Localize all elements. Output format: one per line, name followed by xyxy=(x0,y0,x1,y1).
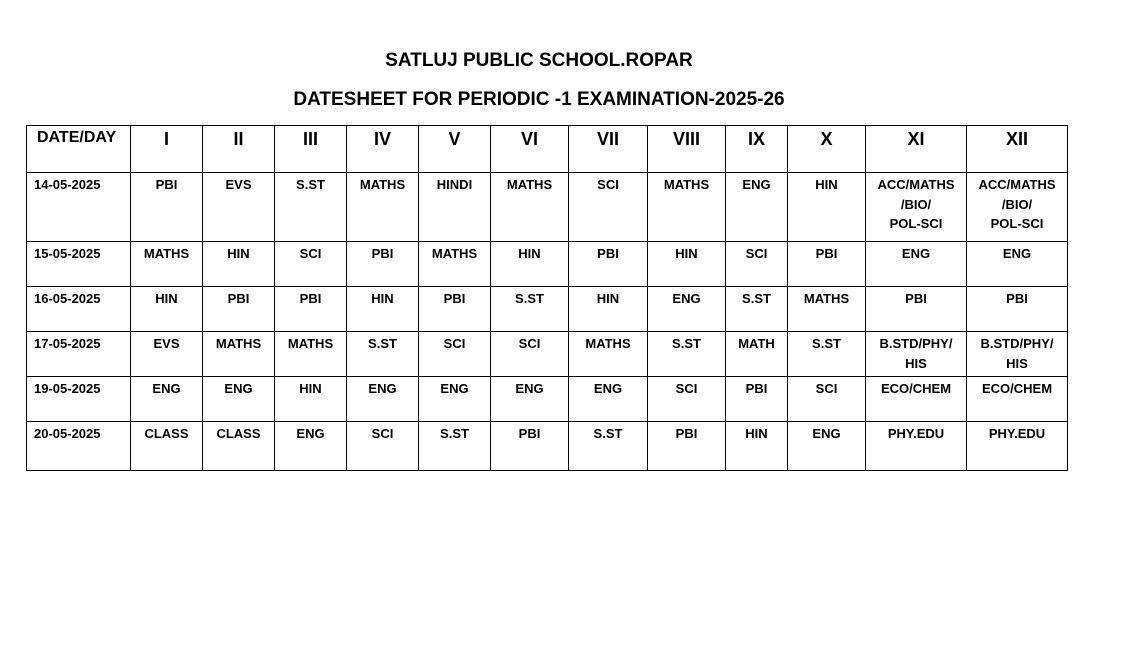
subject-text: SCI xyxy=(675,381,698,396)
subject-text: ENG xyxy=(742,177,771,192)
subject-cell xyxy=(726,332,788,377)
subject-cell xyxy=(569,287,648,332)
subject-text: MATHS xyxy=(359,177,406,192)
subject-cell xyxy=(569,332,648,377)
subject-cell xyxy=(788,287,866,332)
date-cell xyxy=(27,287,131,332)
subject-text: ENG xyxy=(296,426,325,441)
subject-text: ENG xyxy=(593,381,623,396)
subject-text: CLASS xyxy=(216,426,261,441)
subject-text: ECO/CHEM xyxy=(981,381,1053,396)
date-text: 14-05-2025 xyxy=(34,177,101,192)
subject-text: EVS xyxy=(225,177,252,192)
subject-cell xyxy=(419,332,491,377)
subject-text: SCI xyxy=(371,426,394,441)
subject-text: ENG xyxy=(440,381,469,396)
subject-text: HINDI xyxy=(436,177,473,192)
subject-cell xyxy=(203,173,275,242)
subject-text: MATHS xyxy=(585,336,631,351)
header-class-vi: VI xyxy=(491,126,569,173)
header-class-iv: IV xyxy=(347,126,419,173)
subject-cell xyxy=(275,242,347,287)
subject-cell xyxy=(419,377,491,422)
table-row xyxy=(27,173,1068,242)
subject-text: HIN xyxy=(299,381,322,396)
subject-text: PBI xyxy=(155,177,178,192)
subject-cell xyxy=(419,287,491,332)
subject-cell xyxy=(275,332,347,377)
subject-text: PBI xyxy=(905,291,927,306)
datesheet-title: DATESHEET FOR PERIODIC -1 EXAMINATION-2025-26 xyxy=(293,89,785,110)
header-class-xi: XI xyxy=(866,126,967,173)
subject-cell xyxy=(967,242,1068,287)
subject-cell xyxy=(491,242,569,287)
subject-text: ENG xyxy=(1002,246,1032,261)
header-class-x: X xyxy=(788,126,866,173)
subject-text: PBI xyxy=(597,246,619,261)
header-class-ii: II xyxy=(203,126,275,173)
subject-cell xyxy=(726,377,788,422)
subject-cell xyxy=(967,173,1068,242)
header-class-xii: XII xyxy=(967,126,1068,173)
subject-text: SCI xyxy=(815,381,838,396)
table-row xyxy=(27,287,1068,332)
subject-cell xyxy=(866,422,967,471)
subject-cell xyxy=(967,422,1068,471)
table-row xyxy=(27,377,1068,422)
subject-text: B.STD/PHY/ HIS xyxy=(980,336,1054,371)
subject-text: SCI xyxy=(443,336,466,351)
subject-cell xyxy=(788,173,866,242)
subject-cell xyxy=(203,377,275,422)
subject-cell xyxy=(788,377,866,422)
subject-cell xyxy=(866,377,967,422)
subject-cell xyxy=(648,242,726,287)
subject-text: MATHS xyxy=(431,246,478,261)
subject-cell xyxy=(347,422,419,471)
subject-cell xyxy=(648,422,726,471)
subject-cell xyxy=(726,173,788,242)
subject-cell xyxy=(866,242,967,287)
table-row xyxy=(27,422,1068,471)
subject-cell xyxy=(726,287,788,332)
subject-cell xyxy=(347,242,419,287)
date-text: 15-05-2025 xyxy=(34,246,101,261)
subject-text: MATH xyxy=(738,336,775,351)
subject-cell xyxy=(491,173,569,242)
subject-text: PBI xyxy=(371,246,394,261)
subject-cell xyxy=(131,242,203,287)
subject-text: B.STD/PHY/ HIS xyxy=(879,336,953,371)
subject-text: SCI xyxy=(518,336,541,351)
subject-text: S.ST xyxy=(296,177,325,192)
date-text: 19-05-2025 xyxy=(34,381,101,396)
date-cell xyxy=(27,332,131,377)
subject-text: EVS xyxy=(153,336,180,351)
subject-cell xyxy=(419,422,491,471)
subject-cell xyxy=(275,377,347,422)
subject-text: SCI xyxy=(745,246,768,261)
subject-text: HIN xyxy=(815,177,838,192)
subject-text: HIN xyxy=(227,246,250,261)
subject-cell xyxy=(967,287,1068,332)
subject-cell xyxy=(347,377,419,422)
subject-text: MATHS xyxy=(287,336,334,351)
subject-text: PBI xyxy=(1006,291,1028,306)
school-title: SATLUJ PUBLIC SCHOOL.ROPAR xyxy=(385,50,693,71)
subject-text: MATHS xyxy=(143,246,190,261)
subject-cell xyxy=(491,332,569,377)
subject-cell xyxy=(203,287,275,332)
subject-text: HIN xyxy=(155,291,178,306)
subject-text: MATHS xyxy=(663,177,710,192)
subject-text: S.ST xyxy=(515,291,544,306)
subject-cell xyxy=(648,287,726,332)
subject-cell xyxy=(491,377,569,422)
date-cell xyxy=(27,173,131,242)
date-cell xyxy=(27,422,131,471)
subject-text: ENG xyxy=(224,381,253,396)
subject-cell xyxy=(866,287,967,332)
date-text: 16-05-2025 xyxy=(34,291,101,306)
subject-text: CLASS xyxy=(144,426,189,441)
subject-text: ACC/MATHS /BIO/ POL-SCI xyxy=(978,177,1056,231)
subject-cell xyxy=(569,242,648,287)
date-text: 17-05-2025 xyxy=(34,336,101,351)
table-row xyxy=(27,332,1068,377)
header-class-viii: VIII xyxy=(648,126,726,173)
subject-cell xyxy=(275,287,347,332)
subject-cell xyxy=(967,332,1068,377)
subject-cell xyxy=(788,422,866,471)
subject-text: PBI xyxy=(675,426,698,441)
subject-text: PBI xyxy=(443,291,466,306)
subject-text: MATHS xyxy=(506,177,553,192)
subject-cell xyxy=(967,377,1068,422)
header-class-vii: VII xyxy=(569,126,648,173)
header-class-iii: III xyxy=(275,126,347,173)
subject-text: SCI xyxy=(299,246,322,261)
subject-cell xyxy=(347,332,419,377)
subject-cell xyxy=(726,242,788,287)
subject-cell xyxy=(569,173,648,242)
header-class-ix: IX xyxy=(726,126,788,173)
subject-text: ECO/CHEM xyxy=(880,381,952,396)
date-text: 20-05-2025 xyxy=(34,426,101,441)
subject-cell xyxy=(491,422,569,471)
subject-text: S.ST xyxy=(593,426,623,441)
table-row xyxy=(27,242,1068,287)
subject-text: PHY.EDU xyxy=(887,426,945,441)
subject-cell xyxy=(203,332,275,377)
subject-text: HIN xyxy=(518,246,541,261)
subject-cell xyxy=(203,242,275,287)
header-class-i: I xyxy=(131,126,203,173)
subject-text: ENG xyxy=(901,246,931,261)
subject-cell xyxy=(648,332,726,377)
subject-cell xyxy=(347,287,419,332)
subject-text: HIN xyxy=(371,291,394,306)
subject-cell xyxy=(131,287,203,332)
subject-cell xyxy=(275,173,347,242)
subject-text: ENG xyxy=(672,291,701,306)
subject-text: HIN xyxy=(596,291,620,306)
subject-text: PHY.EDU xyxy=(988,426,1046,441)
subject-text: ACC/MATHS /BIO/ POL-SCI xyxy=(877,177,955,231)
subject-cell xyxy=(131,173,203,242)
subject-cell xyxy=(491,287,569,332)
subject-cell xyxy=(131,377,203,422)
subject-text: S.ST xyxy=(812,336,841,351)
subject-cell xyxy=(569,422,648,471)
subject-text: MATHS xyxy=(803,291,850,306)
subject-cell xyxy=(866,332,967,377)
subject-cell xyxy=(275,422,347,471)
subject-text: PBI xyxy=(815,246,838,261)
subject-text: PBI xyxy=(299,291,322,306)
subject-text: PBI xyxy=(745,381,768,396)
subject-cell xyxy=(419,173,491,242)
subject-text: PBI xyxy=(227,291,250,306)
subject-cell xyxy=(347,173,419,242)
subject-text: MATHS xyxy=(215,336,262,351)
header-row xyxy=(27,126,1068,173)
subject-text: PBI xyxy=(518,426,541,441)
subject-text: SCI xyxy=(597,177,619,192)
subject-text: S.ST xyxy=(672,336,701,351)
subject-text: HIN xyxy=(675,246,698,261)
subject-cell xyxy=(648,173,726,242)
date-cell xyxy=(27,242,131,287)
subject-text: S.ST xyxy=(368,336,397,351)
subject-text: ENG xyxy=(515,381,544,396)
subject-text: HIN xyxy=(745,426,768,441)
subject-cell xyxy=(648,377,726,422)
header-date-day: DATE/DAY xyxy=(27,126,131,173)
subject-text: S.ST xyxy=(440,426,469,441)
subject-cell xyxy=(788,242,866,287)
subject-cell xyxy=(788,332,866,377)
subject-text: ENG xyxy=(152,381,181,396)
header-class-v: V xyxy=(419,126,491,173)
datesheet-table xyxy=(26,125,1068,471)
subject-cell xyxy=(569,377,648,422)
subject-cell xyxy=(419,242,491,287)
date-cell xyxy=(27,377,131,422)
subject-cell xyxy=(726,422,788,471)
subject-text: ENG xyxy=(368,381,397,396)
subject-cell xyxy=(866,173,967,242)
subject-text: S.ST xyxy=(742,291,771,306)
subject-cell xyxy=(203,422,275,471)
subject-cell xyxy=(131,332,203,377)
subject-cell xyxy=(131,422,203,471)
subject-text: ENG xyxy=(812,426,841,441)
